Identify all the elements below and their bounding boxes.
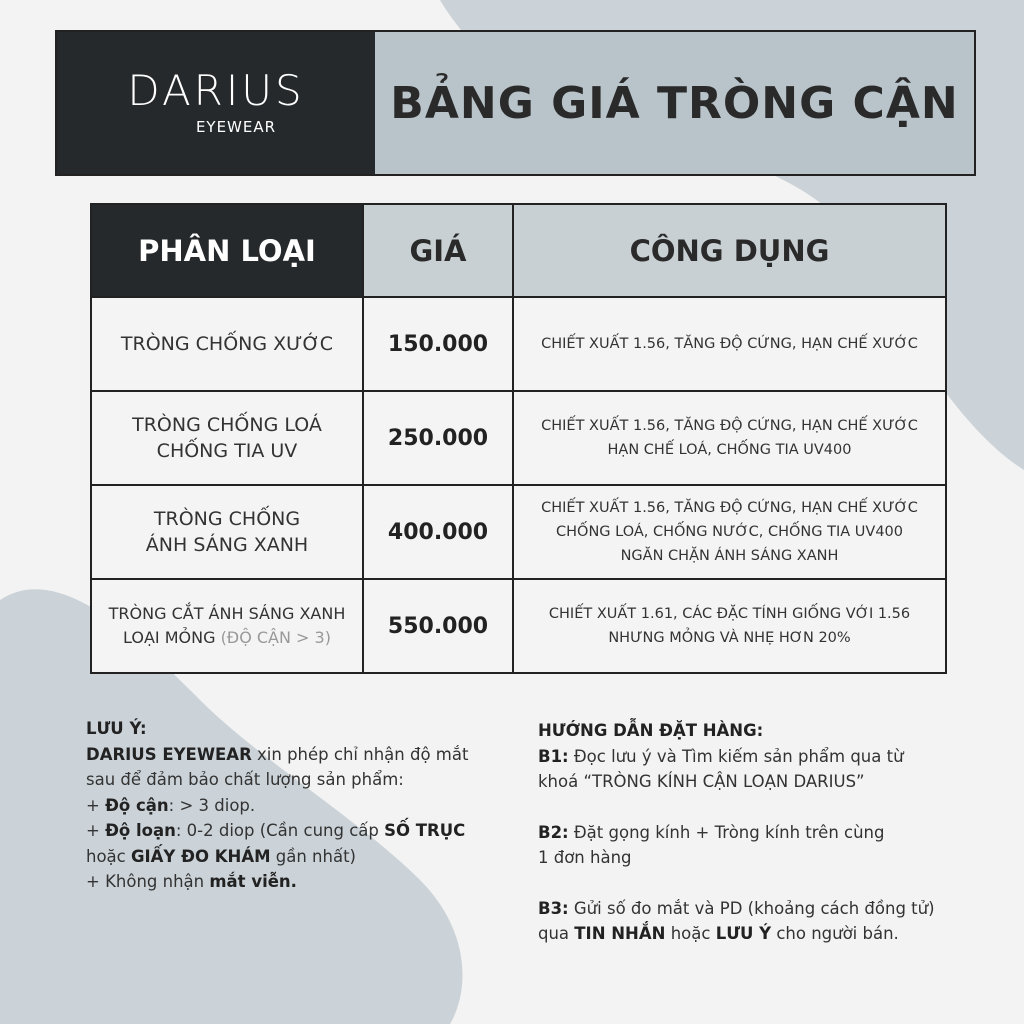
guide-heading: HƯỚNG DẪN ĐẶT HÀNG: <box>538 721 764 740</box>
brand-logo <box>57 32 375 174</box>
table-row <box>91 297 946 391</box>
order-guide-section <box>538 718 978 947</box>
row-price: 250.000 <box>363 391 513 485</box>
brand-name: DARIUS <box>127 66 305 115</box>
notes-line: + Không nhận mắt viễn. <box>86 872 297 891</box>
usage-line: NGĂN CHẶN ÁNH SÁNG XANH <box>620 548 839 564</box>
row-price: 400.000 <box>363 485 513 579</box>
category-line: TRÒNG CHỐNG <box>153 508 301 530</box>
row-category <box>91 579 363 673</box>
header-price: GIÁ <box>363 204 513 297</box>
guide-step-2: B2: Đặt gọng kính + Tròng kính trên cùng 1 đơn hàng <box>538 822 885 867</box>
notes-line: hoặc GIẤY ĐO KHÁM gần nhất) <box>86 846 356 866</box>
row-price: 550.000 <box>363 579 513 673</box>
usage-line: CHIẾT XUẤT 1.56, TĂNG ĐỘ CỨNG, HẠN CHẾ XƯỚC <box>541 500 918 516</box>
notes-line: DARIUS EYEWEAR xin phép chỉ nhận độ mắt <box>86 744 469 764</box>
guide-step-3: B3: Gửi số đo mắt và PD (khoảng cách đồng tử) qua TIN NHẮN hoặc LƯU Ý cho người bán. <box>538 898 935 943</box>
row-price: 150.000 <box>363 297 513 391</box>
row-usage <box>513 297 946 391</box>
row-usage <box>513 485 946 579</box>
price-table <box>90 203 947 674</box>
table-row <box>91 391 946 485</box>
notes-line: + Độ cận: > 3 diop. <box>86 795 256 815</box>
notes-line: sau để đảm bảo chất lượng sản phẩm: <box>86 770 404 789</box>
category-note: (ĐỘ CẬN > 3) <box>220 628 331 647</box>
table-header-row <box>91 204 946 297</box>
category-line: LOẠI MỎNG <box>123 628 216 647</box>
notes-section <box>86 716 506 895</box>
category-line: TRÒNG CẮT ÁNH SÁNG XANH <box>108 604 346 623</box>
category-line: CHỐNG TIA UV <box>156 440 298 462</box>
category-line: TRÒNG CHỐNG XƯỚC <box>120 333 334 355</box>
brand-subtitle: EYEWEAR <box>195 118 277 136</box>
table-row <box>91 579 946 673</box>
usage-line: CHIẾT XUẤT 1.56, TĂNG ĐỘ CỨNG, HẠN CHẾ XƯỚC <box>541 336 918 352</box>
row-category <box>91 391 363 485</box>
usage-line: CHỐNG LOÁ, CHỐNG NƯỚC, CHỐNG TIA UV400 <box>556 524 903 540</box>
header-banner <box>55 30 976 176</box>
guide-step-1: B1: Đọc lưu ý và Tìm kiếm sản phẩm qua từ khoá “TRÒNG KÍNH CẬN LOẠN DARIUS” <box>538 746 904 791</box>
notes-line: + Độ loạn: 0-2 diop (Cần cung cấp SỐ TRỤC <box>86 821 466 840</box>
page-title: BẢNG GIÁ TRÒNG CẬN <box>390 77 959 129</box>
table-row <box>91 485 946 579</box>
notes-heading: LƯU Ý: <box>86 719 147 738</box>
usage-line: NHƯNG MỎNG VÀ NHẸ HƠN 20% <box>608 630 851 646</box>
header-usage: CÔNG DỤNG <box>513 204 946 297</box>
title-box <box>375 32 974 174</box>
usage-line: HẠN CHẾ LOÁ, CHỐNG TIA UV400 <box>607 442 852 458</box>
category-line: TRÒNG CHỐNG LOÁ <box>132 414 322 436</box>
row-usage <box>513 579 946 673</box>
row-category <box>91 297 363 391</box>
row-category <box>91 485 363 579</box>
usage-line: CHIẾT XUẤT 1.61, CÁC ĐẶC TÍNH GIỐNG VỚI 1.56 <box>548 606 911 622</box>
category-line: ÁNH SÁNG XANH <box>145 534 309 556</box>
usage-line: CHIẾT XUẤT 1.56, TĂNG ĐỘ CỨNG, HẠN CHẾ XƯỚC <box>541 418 918 434</box>
header-category: PHÂN LOẠI <box>91 204 363 297</box>
row-usage <box>513 391 946 485</box>
